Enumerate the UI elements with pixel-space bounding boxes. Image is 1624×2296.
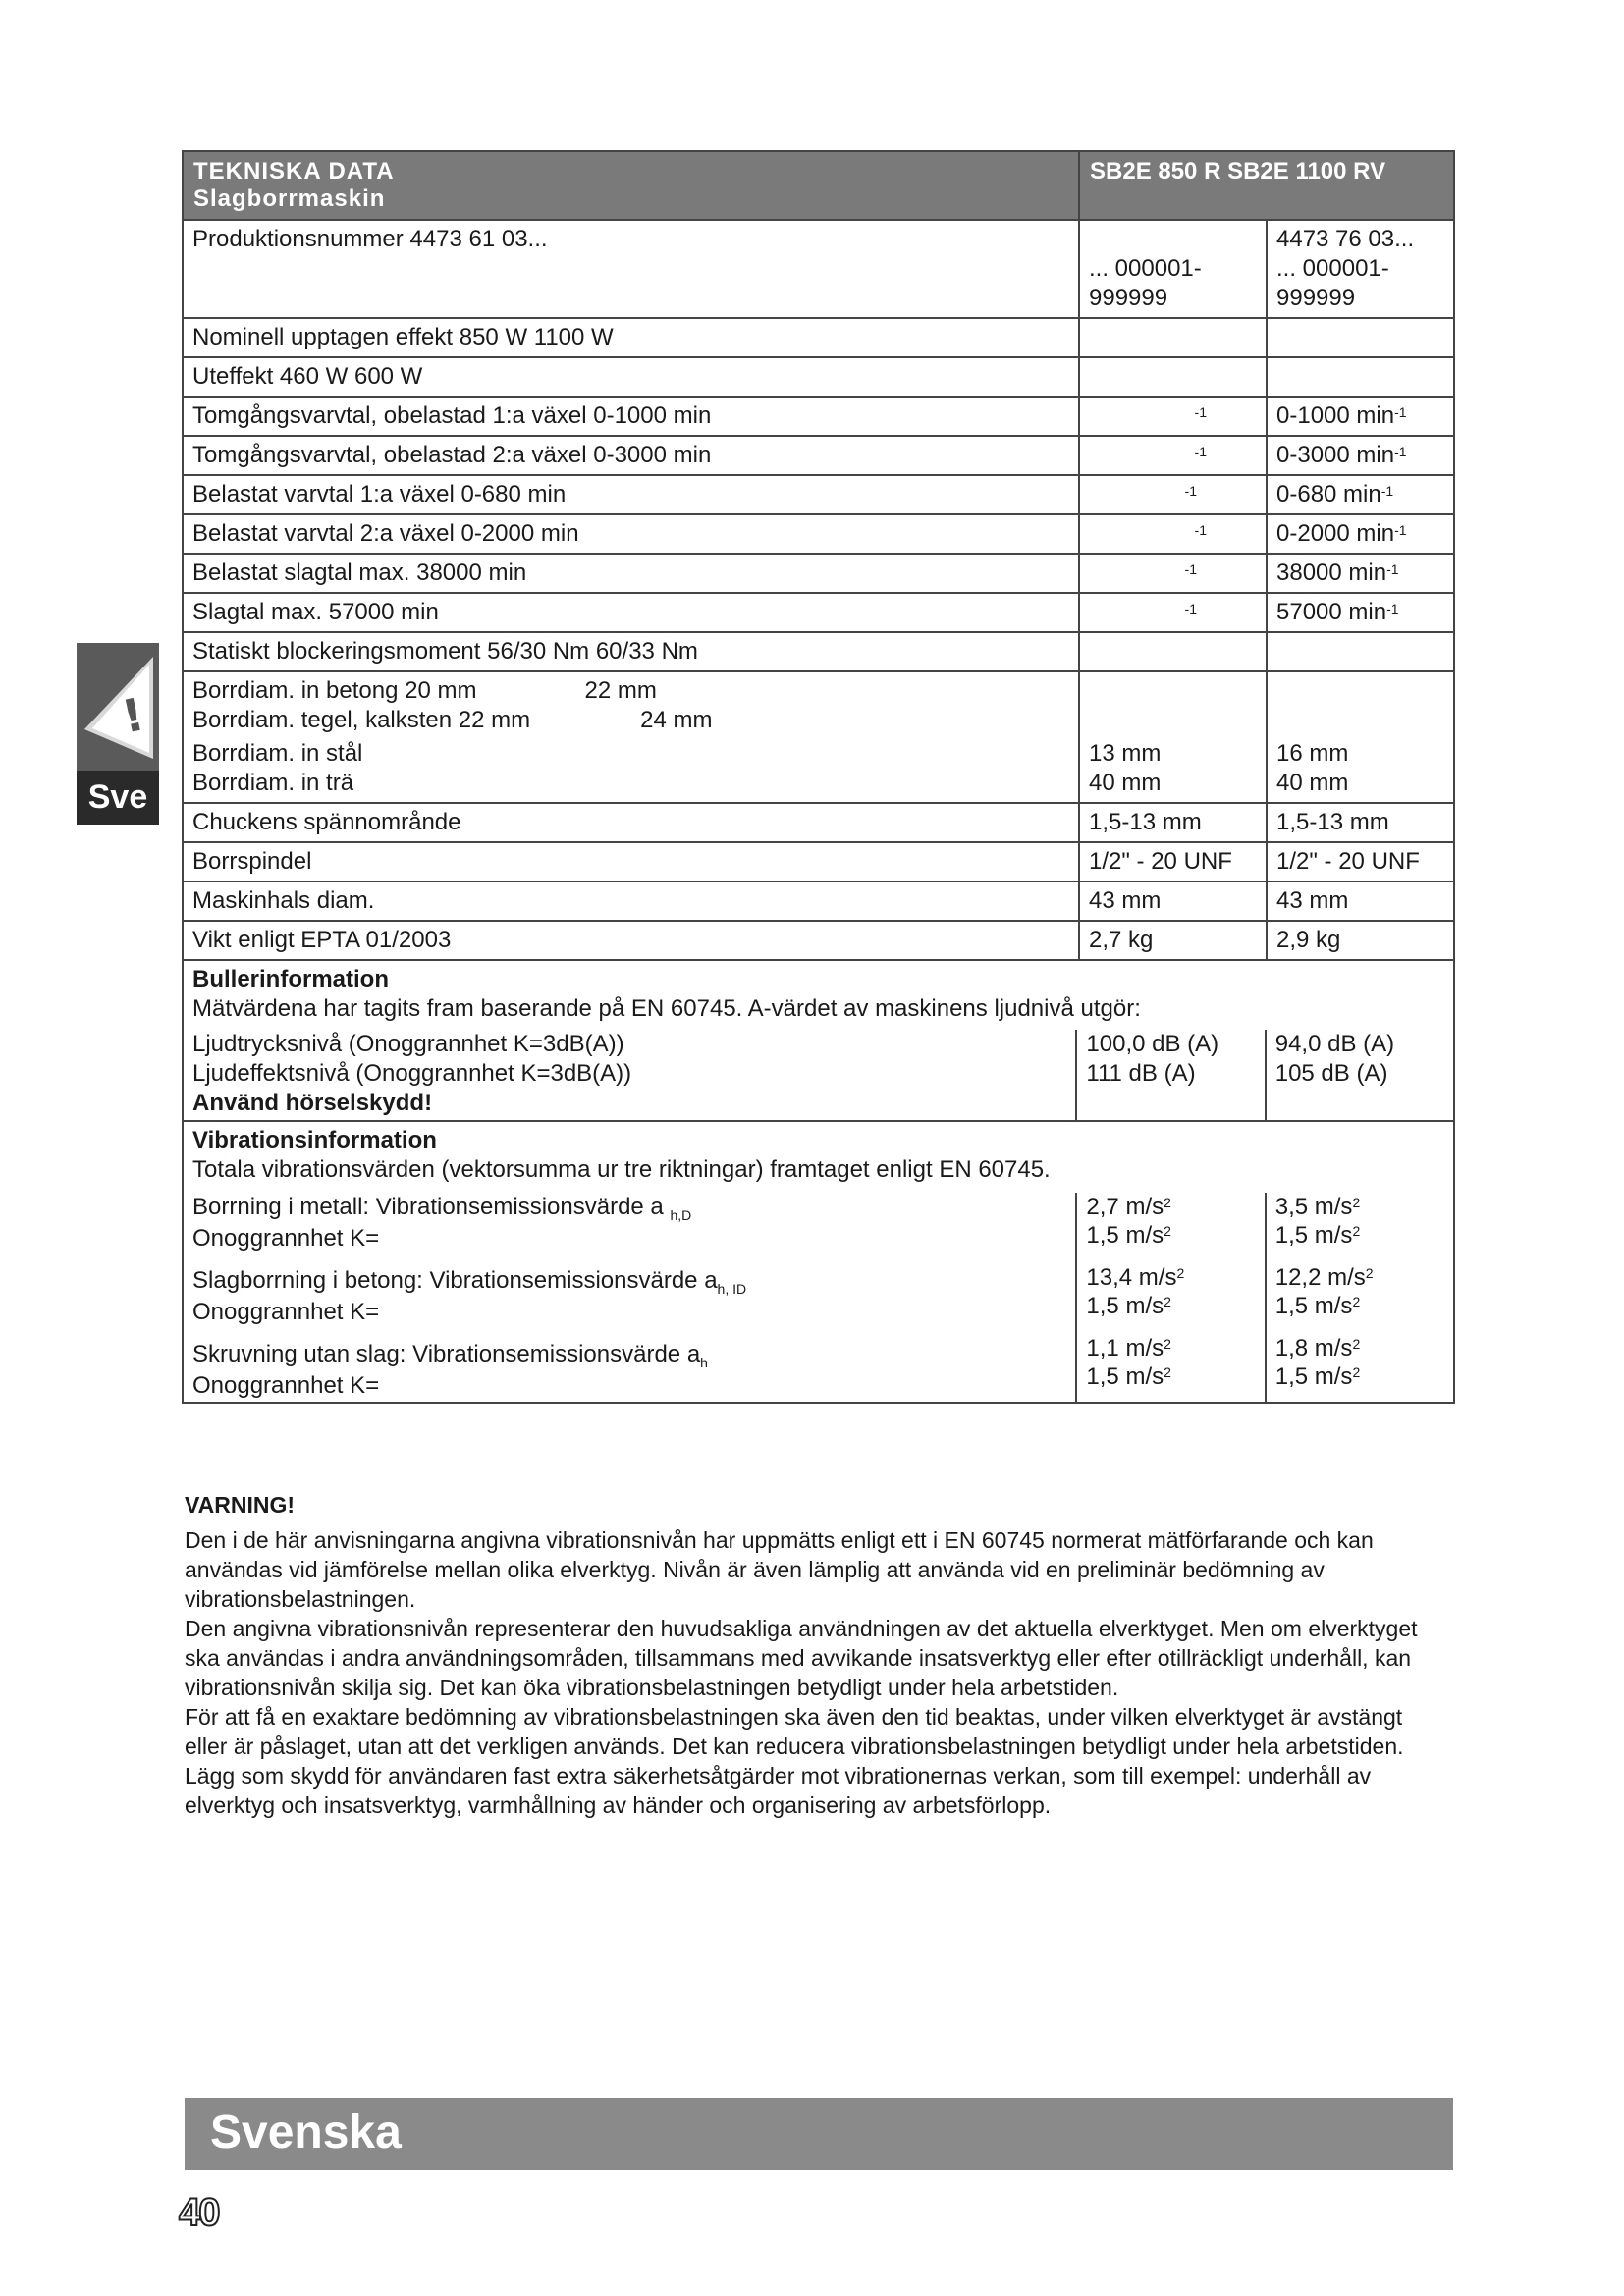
header-title-cell [183, 151, 1079, 220]
svg-text:!: ! [117, 687, 149, 744]
table-subtitle: Slagborrmaskin [193, 186, 386, 212]
page-number: 40 [179, 2191, 219, 2234]
vibration-intro: Totala vibrationsvärden (vektorsumma ur tre riktningar) framtaget enligt EN 60745. [192, 1156, 1051, 1183]
table-row: Borrdiam. in betong 20 mm 22 mm Borrdiam. tegel, kalksten 22 mm 24 mm Borrdiam. in stål Borrdiam. in trä 13 mm 40 mm 16 mm 40 mm [183, 671, 1454, 803]
row-label: Vikt enligt EPTA 01/2003 [183, 921, 1079, 960]
table-header [183, 151, 1454, 220]
warning-title: VARNING! [185, 1492, 296, 1518]
row-label: Belastat varvtal 2:a växel 0-2000 min [183, 514, 1079, 554]
row-label: Nominell upptagen effekt 850 W 1100 W [183, 318, 1079, 357]
table-row: Tomgångsvarvtal, obelastad 1:a växel 0-1000 min $^{-1}$ 0-1000 $\min^{-1}$ [183, 397, 1454, 436]
row-label: Borrspindel [183, 842, 1079, 881]
table-row [183, 357, 1454, 397]
row-label: Tomgångsvarvtal, obelastad 2:a växel 0-3000 min [183, 436, 1079, 475]
warning-paragraph: Den angivna vibrationsnivån representerar den huvudsakliga användningen av det aktuella elverktyget. Men om elverktyget ska användas i andra användningsområden, tillsammans med avvikande insatsverktyg eller efter otillräckligt underhåll, kan vibrationsnivån skilja sig. Det kan öka vibrationsbelastningen betydligt under hela arbetstiden. [185, 1616, 1418, 1700]
row-label: Uteffekt 460 W 600 W [183, 357, 1079, 397]
table-row: Tomgångsvarvtal, obelastad 2:a växel 0-3000 min $^{-1}$ 0-3000 $\min^{-1}$ [183, 436, 1454, 475]
table-row: Belastat slagtal max. 38000 min $^{-1}$ 38000 $\min^{-1}$ [183, 554, 1454, 593]
warning-paragraph: För att få en exaktare bedömning av vibrationsbelastningen ska även den tid beaktas, under vilken elverktyget är avstängt eller är påslaget, utan att det verkligen används. Det kan reducera vibrationsbelastningen betydligt under hela arbetstiden. [185, 1704, 1404, 1759]
table-row [183, 632, 1454, 671]
row-value-1: ... 000001-999999 [1079, 220, 1267, 318]
row-label: Belastat varvtal 1:a växel 0-680 min [183, 475, 1079, 514]
noise-section: Bullerinformation Mätvärdena har tagits fram baserande på EN 60745. A-värdet av maskinens ljudnivå utgör: Ljudtrycksnivå (Onoggrannhet K=3dB(A)) Ljudeffektsnivå (Onoggrannhet K=3dB(A)) Använd hörselskydd! 100,0 dB (A) 111 dB (A) 94,0 dB (A) 105 dB (A) [183, 960, 1454, 1121]
row-label: Belastat slagtal max. 38000 min [183, 554, 1079, 593]
vibration-title: Vibrationsinformation [192, 1127, 437, 1153]
noise-title: Bullerinformation [192, 966, 390, 992]
table-row [183, 318, 1454, 357]
table-row: Belastat varvtal 1:a växel 0-680 min $^{-1}$ 0-680 $\min^{-1}$ [183, 475, 1454, 514]
warning-section [185, 1490, 1451, 1820]
drill-diameters: Borrdiam. in betong 20 mm 22 mm Borrdiam. tegel, kalksten 22 mm 24 mm Borrdiam. in stål Borrdiam. in trä [183, 671, 1079, 803]
footer-language-bar [185, 2098, 1453, 2170]
row-label: Statiskt blockeringsmoment 56/30 Nm 60/33 Nm [183, 632, 1079, 671]
footer-title: Svenska [210, 2107, 402, 2159]
table-row: Vikt enligt EPTA 01/2003 2,7 kg 2,9 kg [183, 921, 1454, 960]
technical-data-table [182, 150, 1455, 1404]
table-row: Belastat varvtal 2:a växel 0-2000 min $^{-1}$ 0-2000 $\min^{-1}$ [183, 514, 1454, 554]
warning-paragraph: Lägg som skydd för användaren fast extra säkerhetsåtgärder mot vibrationernas verkan, som till exempel: underhåll av elverktyg och insatsverktyg, varmhållning av händer och organisering av arbetsförlopp. [185, 1763, 1372, 1818]
model-names: SB2E 850 R SB2E 1100 RV [1090, 158, 1386, 185]
language-side-tab [77, 643, 159, 825]
table-row: Borrspindel 1/2" - 20 UNF 1/2" - 20 UNF [183, 842, 1454, 881]
row-label: Produktionsnummer 4473 61 03... [183, 220, 1079, 318]
vibration-section: Vibrationsinformation Totala vibrationsvärden (vektorsumma ur tre riktningar) framtaget enligt EN 60745. Borrning i metall: Vibrationsemissionsvärde a $_{h,D}$ Onoggrannhet K= Slagborrning i betong: Vibrationsemissionsvärde $a_{h, ID}$ Onoggrannhet K= Skruvning utan slag: Vibrationsemissionsvärde $a_h$ Onoggrannhet K= 2,7 $m/s^2$ 1,5 $m/s^2$ 13,4 $m/s^2$ 1,5 $m/s^2$ 1,1 $m/s^2$ 1,5 $m/s^2$ 3,5 $m/s^2$ 1,5 $m/s^2$ 12,2 $m/s^2$ 1,5 $m/s^2$ 1,8 $m/s^2$ 1,5 $m/s^2$ [183, 1121, 1454, 1403]
row-label: Slagtal max. 57000 min [183, 593, 1079, 632]
row-label: Maskinhals diam. [183, 881, 1079, 921]
noise-intro: Mätvärdena har tagits fram baserande på EN 60745. A-värdet av maskinens ljudnivå utgör: [192, 995, 1141, 1022]
table-row: Maskinhals diam. 43 mm 43 mm [183, 881, 1454, 921]
row-value-2: 4473 76 03... ... 000001-999999 [1267, 220, 1454, 318]
table-title: TEKNISKA DATA [193, 158, 395, 185]
header-models-cell [1079, 151, 1454, 220]
row-label: Tomgångsvarvtal, obelastad 1:a växel 0-1000 min [183, 397, 1079, 436]
table-row: Slagtal max. 57000 min $^{-1}$ 57000 $\min^{-1}$ [183, 593, 1454, 632]
table-row [183, 220, 1454, 318]
warning-icon [77, 643, 159, 771]
warning-paragraph: Den i de här anvisningarna angivna vibrationsnivån har uppmätts enligt ett i EN 60745 normerat mätförfarande och kan användas vid jämförelse mellan olika elverktyg. Nivån är även lämplig att använda vid en preliminär bedömning av vibrationsbelastningen. [185, 1527, 1374, 1612]
side-tab-label: Sve [77, 771, 159, 825]
row-label: Chuckens spännområnde [183, 803, 1079, 842]
table-row: Chuckens spännområnde 1,5-13 mm 1,5-13 mm [183, 803, 1454, 842]
